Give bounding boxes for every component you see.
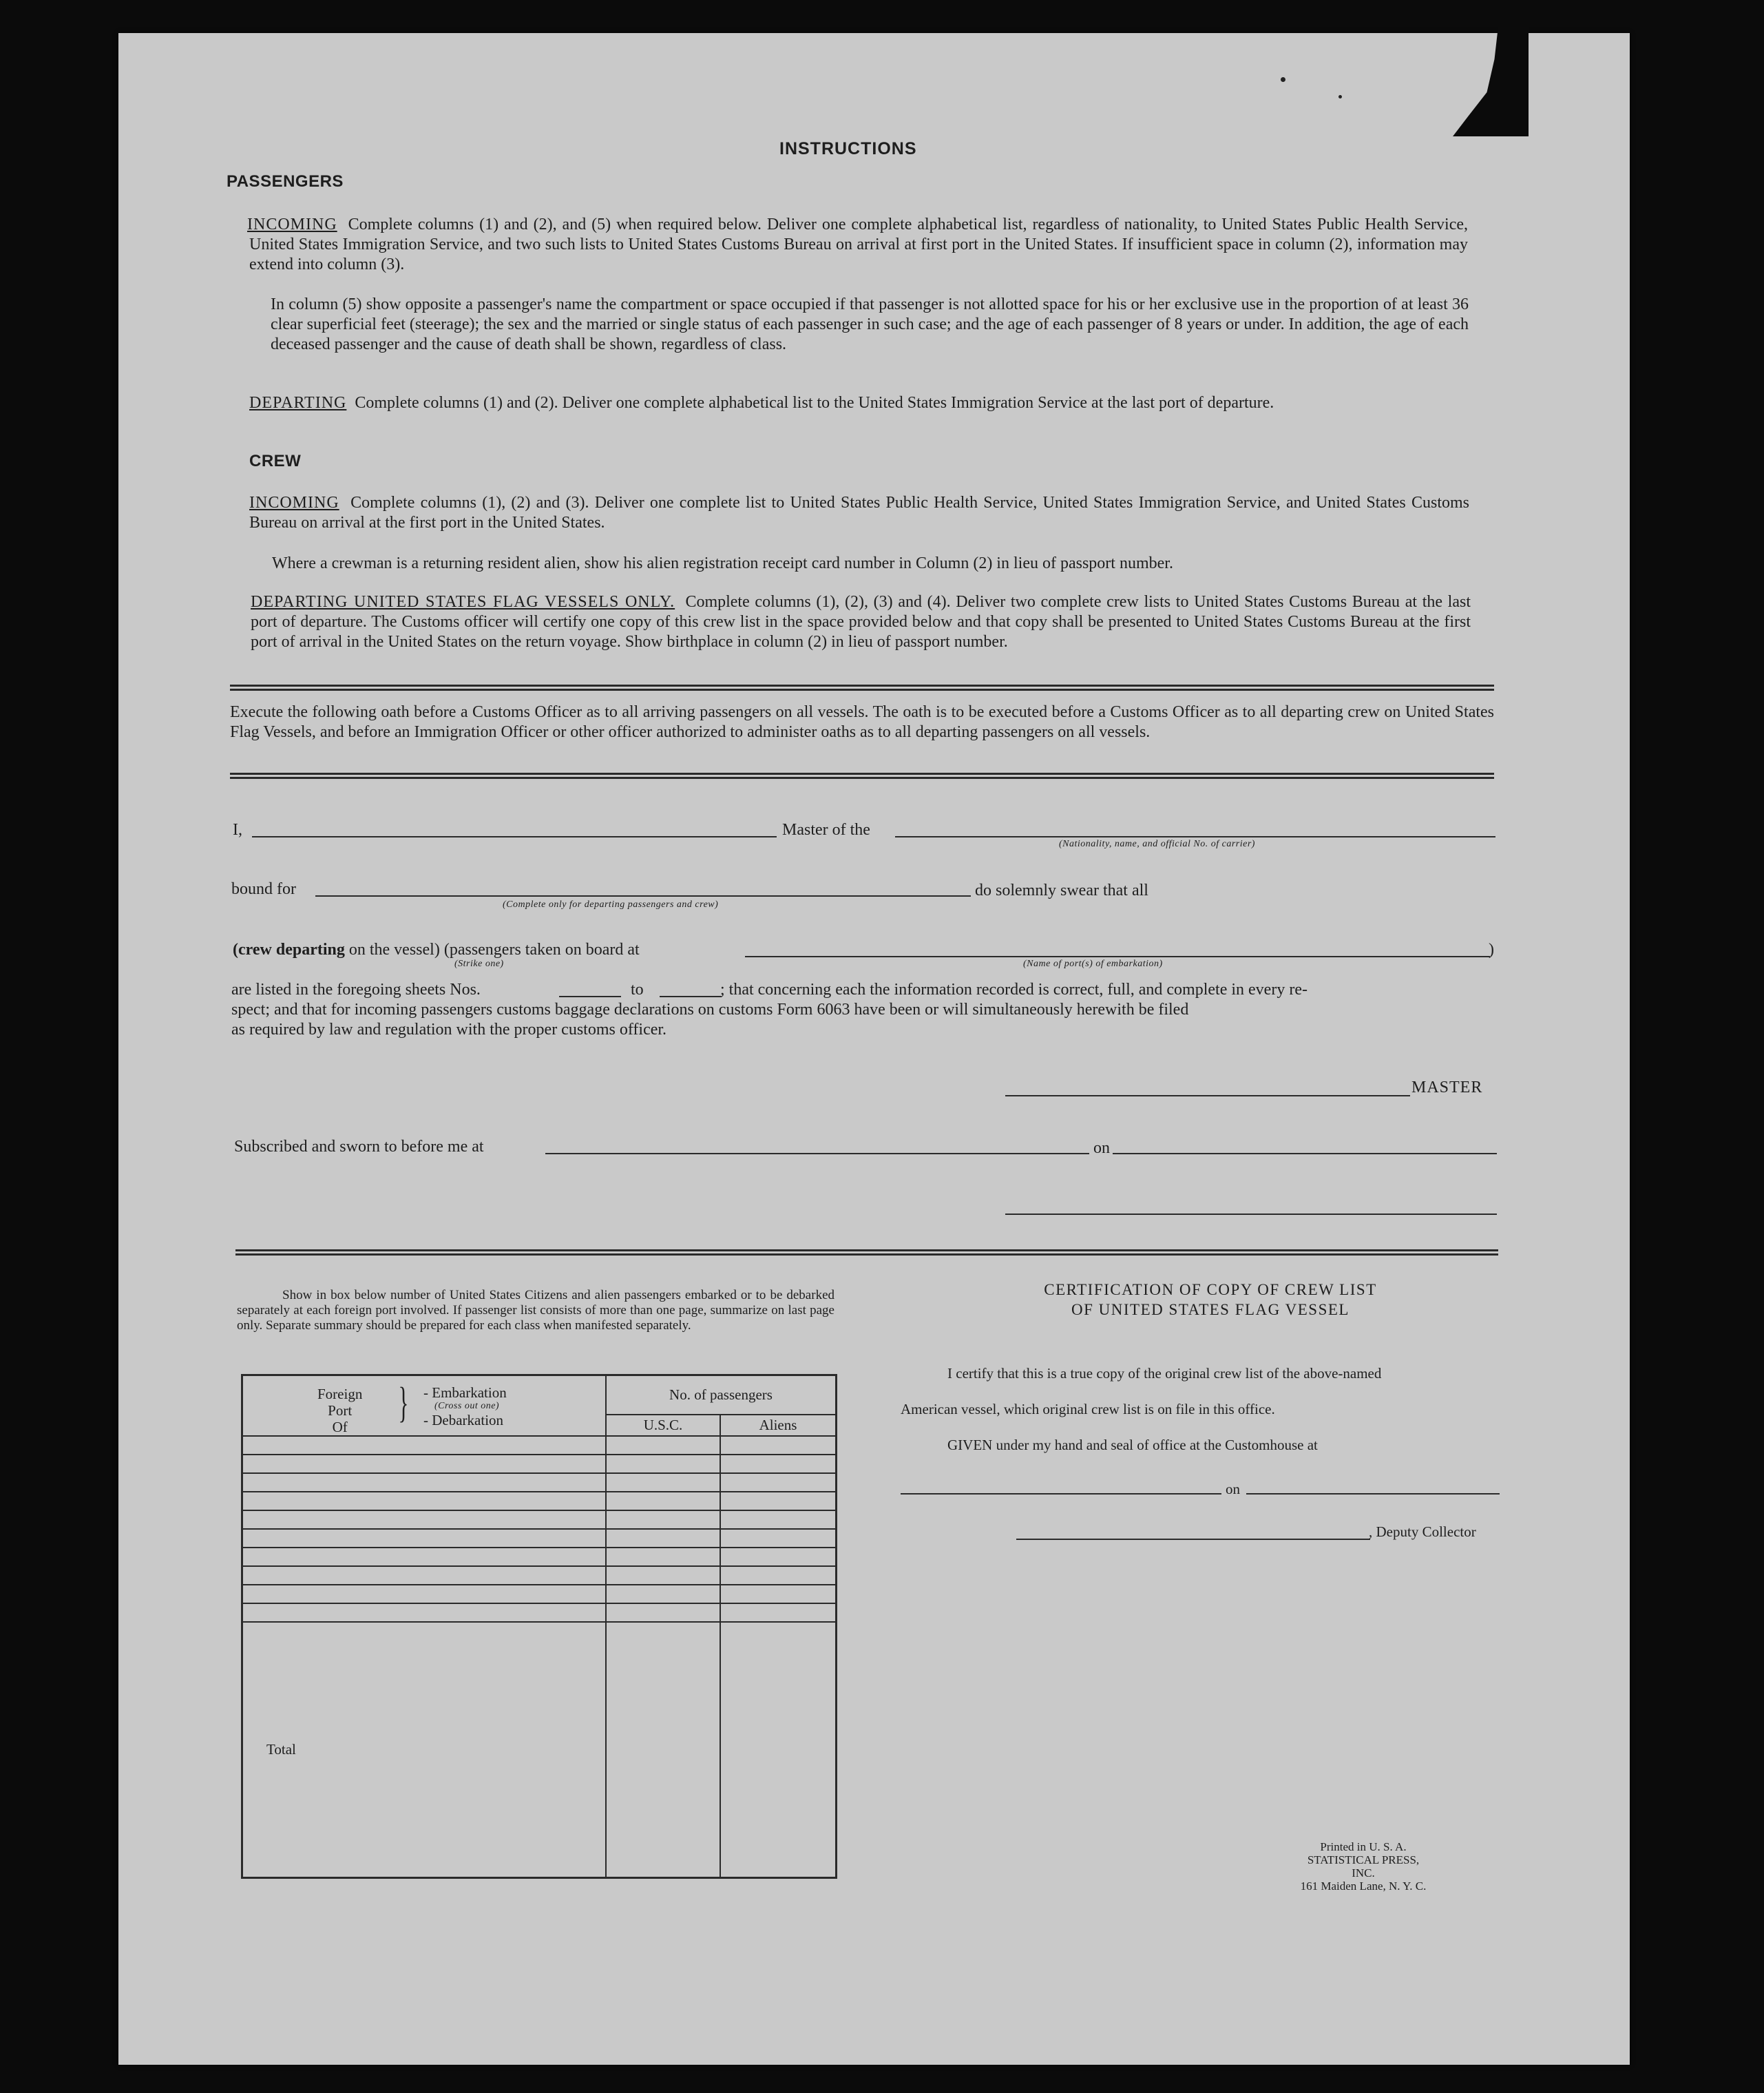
usc-cell[interactable] <box>606 1436 720 1455</box>
crew-incoming-label: INCOMING <box>249 494 339 512</box>
port-text: Port <box>328 1402 353 1419</box>
aliens-cell[interactable] <box>720 1529 837 1548</box>
subscribed-label: Subscribed and sworn to before me at <box>234 1138 484 1156</box>
usc-cell[interactable] <box>606 1510 720 1529</box>
given-text: GIVEN under my hand and seal of office at the Customhouse at <box>947 1437 1318 1453</box>
divider <box>230 685 1494 691</box>
usc-cell[interactable] <box>606 1455 720 1473</box>
crew-departing-option[interactable]: (crew departing <box>233 941 345 959</box>
strike-caption: (Strike one) <box>454 959 504 969</box>
no-passengers-header: No. of passengers <box>606 1375 837 1415</box>
printer-imprint <box>1294 1840 1432 1893</box>
passengers-heading: PASSENGERS <box>227 172 344 191</box>
aliens-total-cell[interactable] <box>720 1622 837 1878</box>
usc-cell[interactable] <box>606 1529 720 1548</box>
listed-text-4: as required by law and regulation with the proper customs officer. <box>231 1021 667 1039</box>
sheet-to-line[interactable] <box>660 996 722 997</box>
port-cell[interactable] <box>242 1585 607 1603</box>
speck <box>1338 95 1342 98</box>
sworn-date-line[interactable] <box>1113 1153 1497 1154</box>
aliens-header: Aliens <box>720 1415 837 1436</box>
of-text: Of <box>332 1419 348 1435</box>
master-of-label: Master of the <box>782 821 870 839</box>
sworn-place-line[interactable] <box>545 1153 1089 1154</box>
port-cell[interactable] <box>242 1529 607 1548</box>
debarkation-option[interactable]: - Debarkation <box>423 1412 504 1428</box>
table-row <box>242 1529 837 1548</box>
embark-debark-options <box>423 1386 507 1427</box>
sworn-on-label: on <box>1093 1139 1110 1157</box>
port-cell[interactable] <box>242 1548 607 1566</box>
carrier-caption: (Nationality, name, and official No. of carrier) <box>1059 839 1255 849</box>
port-cell[interactable] <box>242 1455 607 1473</box>
table-row <box>242 1473 837 1492</box>
deputy-collector-label: , Deputy Collector <box>1369 1523 1476 1540</box>
on-vessel-text: on the vessel) <box>348 941 440 959</box>
oath-i-label: I, <box>233 821 242 839</box>
divider <box>230 773 1494 779</box>
usc-cell[interactable] <box>606 1473 720 1492</box>
page-title: INSTRUCTIONS <box>779 139 917 158</box>
aliens-cell[interactable] <box>720 1492 837 1510</box>
table-row <box>242 1566 837 1585</box>
certify-text: I certify that this is a true copy of the original crew list of the above-named <box>947 1365 1382 1382</box>
certification-title-1: CERTIFICATION OF COPY OF CREW LIST <box>1044 1281 1377 1298</box>
table-row <box>242 1548 837 1566</box>
certify-on-label: on <box>1226 1481 1240 1497</box>
aliens-cell[interactable] <box>720 1455 837 1473</box>
table-row <box>242 1436 837 1455</box>
table-row <box>242 1492 837 1510</box>
oath-strike-line <box>233 941 640 959</box>
aliens-cell[interactable] <box>720 1548 837 1566</box>
passengers-incoming-text: Complete columns (1) and (2), and (5) when required below. Deliver one complete alphabetical list, regardless of nationality, to United States Public Health Service, United States Immigration Service, and two such lists to United States Customs Bureau on arrival at first port in the United States. If insufficient space in column (2), information may extend into column (3). <box>249 216 1469 273</box>
port-cell[interactable] <box>242 1603 607 1622</box>
usc-header: U.S.C. <box>606 1415 720 1436</box>
listed-line-1 <box>231 981 481 999</box>
aliens-cell[interactable] <box>720 1436 837 1455</box>
usc-total-cell[interactable] <box>606 1622 720 1878</box>
usc-cell[interactable] <box>606 1603 720 1622</box>
passengers-taken-option[interactable]: (passengers taken on board at <box>443 941 640 959</box>
close-paren: ) <box>1489 941 1494 959</box>
total-label: Total <box>242 1622 607 1878</box>
to-label: to <box>631 981 644 999</box>
crew-departing-text: Complete columns (1), (2), (3) and (4). Deliver two complete crew lists to United States Customs Bureau at the last port of departure. The Customs officer will certify one copy of this crew list in the space provided below and that copy shall be presented to United States Customs Bureau at the first port of arrival in the United States on the return voyage. Show birthplace in column (2) in lieu of passport number. <box>251 593 1471 651</box>
table-row <box>242 1455 837 1473</box>
table-row <box>242 1585 837 1603</box>
table-row <box>242 1510 837 1529</box>
passenger-summary-table <box>241 1374 837 1879</box>
passengers-column5-paragraph: In column (5) show opposite a passenger's name the compartment or space occupied if that passenger is not allotted space for his or her exclusive use in the proportion of at least 36 clear superficial feet (steerage); the sex and the married or single status of each passenger in such case; and the age of each passenger of 8 years or under. In addition, the age of each deceased passenger and the cause of death shall be shown, regardless of class. <box>271 295 1469 353</box>
bound-for-line[interactable] <box>315 895 971 897</box>
port-cell[interactable] <box>242 1492 607 1510</box>
printer-line-1: Printed in U. S. A. <box>1320 1840 1407 1853</box>
crew-heading: CREW <box>249 452 302 470</box>
divider <box>235 1249 1498 1256</box>
printer-line-3: 161 Maiden Lane, N. Y. C. <box>1300 1879 1427 1893</box>
passengers-incoming-paragraph <box>249 215 1468 275</box>
listed-text-3: spect; and that for incoming passengers customs baggage declarations on customs Form 6063 have been or will simultaneously herewith be filed <box>231 1001 1189 1019</box>
port-cell[interactable] <box>242 1436 607 1455</box>
master-label: MASTER <box>1411 1079 1483 1096</box>
master-name-line[interactable] <box>252 836 777 837</box>
aliens-cell[interactable] <box>720 1603 837 1622</box>
foreign-port-label <box>317 1386 362 1435</box>
port-cell[interactable] <box>242 1510 607 1529</box>
port-cell[interactable] <box>242 1566 607 1585</box>
passengers-departing-text: Complete columns (1) and (2). Deliver one complete alphabetical list to the United States Immigration Service at the last port of departure. <box>355 394 1274 412</box>
sheet-from-line[interactable] <box>559 996 621 997</box>
certification-title <box>969 1280 1451 1320</box>
total-row <box>242 1622 837 1878</box>
swear-text: do solemnly swear that all <box>975 882 1148 899</box>
crew-departing-label: DEPARTING UNITED STATES FLAG VESSELS ONLY. <box>251 593 675 611</box>
foreign-text: Foreign <box>317 1386 363 1402</box>
table-row <box>242 1603 837 1622</box>
crew-incoming-paragraph <box>249 493 1469 533</box>
crew-incoming-text: Complete columns (1), (2) and (3). Deliver one complete list to United States Public Health Service, United States Immigration Service, and United States Customs Bureau on arrival at the first port in the United States. <box>249 494 1469 532</box>
usc-cell[interactable] <box>606 1585 720 1603</box>
customhouse-place-line[interactable] <box>901 1493 1221 1495</box>
printer-line-2: STATISTICAL PRESS, INC. <box>1307 1853 1420 1879</box>
usc-cell[interactable] <box>606 1492 720 1510</box>
passengers-departing-label: DEPARTING <box>249 394 347 412</box>
aliens-cell[interactable] <box>720 1585 837 1603</box>
usc-cell[interactable] <box>606 1548 720 1566</box>
deputy-signature-line[interactable] <box>1016 1539 1370 1540</box>
certification-title-2: OF UNITED STATES FLAG VESSEL <box>1071 1301 1350 1318</box>
bound-for-label: bound for <box>231 880 296 898</box>
port-cell[interactable] <box>242 1473 607 1492</box>
american-vessel-text: American vessel, which original crew list is on file in this office. <box>901 1401 1275 1417</box>
passengers-incoming-label: INCOMING <box>247 216 337 233</box>
speck <box>1281 77 1285 82</box>
embarkation-option[interactable]: - Embarkation <box>423 1384 507 1401</box>
summary-instructions: Show in box below number of United States Citizens and alien passengers embarked or to be debarked separately at each foreign port involved. If passenger list consists of more than one page, summarize on last page only. Separate summary should be prepared for each class when manifested separately. <box>237 1288 834 1333</box>
usc-cell[interactable] <box>606 1566 720 1585</box>
certify-date-line[interactable] <box>1246 1493 1500 1495</box>
master-signature-line[interactable] <box>1005 1095 1410 1096</box>
foreign-port-header <box>242 1375 607 1437</box>
officer-signature-line[interactable] <box>1005 1214 1497 1215</box>
passengers-departing-paragraph <box>249 393 1468 413</box>
embarkation-ports-line[interactable] <box>745 956 1490 957</box>
brace-icon: } <box>398 1379 409 1426</box>
aliens-cell[interactable] <box>720 1566 837 1585</box>
crew-resident-paragraph: Where a crewman is a returning resident alien, show his alien registration receipt card number in Column (2) in lieu of passport number. <box>272 554 1173 572</box>
ports-caption: (Name of port(s) of embarkation) <box>1023 959 1163 969</box>
listed-text-2: ; that concerning each the information recorded is correct, full, and complete in every re- <box>720 981 1308 999</box>
listed-text-1: are listed in the foregoing sheets Nos. <box>231 981 481 999</box>
aliens-cell[interactable] <box>720 1510 837 1529</box>
cross-out-caption: (Cross out one) <box>434 1401 500 1411</box>
crew-departing-paragraph <box>251 592 1471 652</box>
oath-intro: Execute the following oath before a Customs Officer as to all arriving passengers on all vessels. The oath is to be executed before a Customs Officer as to all departing crew on United States Flag Vessels, and before an Immigration Officer or other officer authorized to administer oaths as to all departing passengers on all vessels. <box>230 703 1494 741</box>
aliens-cell[interactable] <box>720 1473 837 1492</box>
carrier-line[interactable] <box>895 836 1495 837</box>
bound-for-caption: (Complete only for departing passengers and crew) <box>503 899 719 910</box>
